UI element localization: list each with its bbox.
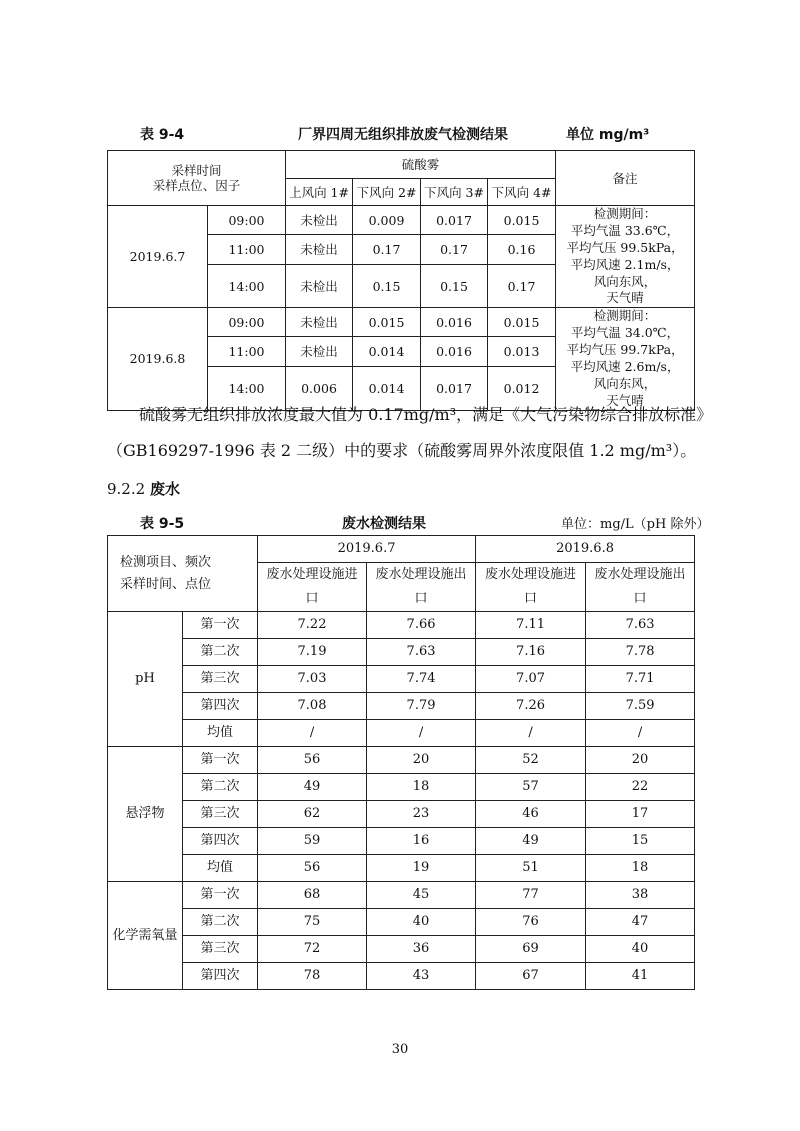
value-cell: 未检出 (286, 265, 353, 308)
weather-note (556, 308, 695, 410)
date-header: 2019.6.7 (258, 536, 476, 563)
table-row (108, 828, 695, 855)
value-cell: 0.017 (421, 367, 488, 410)
item-cell: pH (108, 612, 183, 747)
value-cell: 0.009 (353, 206, 421, 235)
value-cell: 未检出 (286, 235, 353, 265)
value-cell: 18 (367, 774, 476, 801)
table1 (107, 150, 695, 411)
direction-header: 下风向 4# (488, 179, 556, 206)
point-header (476, 563, 586, 612)
freq-cell: 均值 (183, 720, 258, 747)
value-cell: 0.006 (286, 367, 353, 410)
value-cell: 67 (476, 963, 586, 990)
value-cell: 0.017 (421, 206, 488, 235)
point-line: 废水处理设施出 (594, 567, 686, 582)
point-header (586, 563, 695, 612)
value-cell: 7.66 (367, 612, 476, 639)
note-line: 风向东风， (593, 273, 657, 289)
value-cell: 56 (258, 747, 367, 774)
value-cell: 36 (367, 936, 476, 963)
date-cell: 2019.6.7 (108, 206, 208, 308)
table2-title: 废水检测结果 (342, 516, 426, 532)
value-cell: 7.16 (476, 639, 586, 666)
value-cell: 0.015 (488, 308, 556, 337)
value-cell: 20 (367, 747, 476, 774)
value-cell: 7.79 (367, 693, 476, 720)
value-cell: 38 (586, 882, 695, 909)
point-line: 废水处理设施进 (266, 567, 358, 582)
point-line: 口 (633, 591, 647, 606)
value-cell: 51 (476, 855, 586, 882)
freq-cell: 第四次 (183, 693, 258, 720)
table2 (107, 535, 695, 990)
table-row (108, 308, 695, 337)
value-cell: 0.013 (488, 337, 556, 367)
table1-title: 厂界四周无组织排放废气检测结果 (298, 127, 508, 143)
value-cell: 0.015 (488, 206, 556, 235)
value-cell: / (476, 720, 586, 747)
value-cell: 0.012 (488, 367, 556, 410)
value-cell: 20 (586, 747, 695, 774)
value-cell: 0.014 (353, 337, 421, 367)
freq-cell: 第三次 (183, 666, 258, 693)
value-cell: 0.015 (353, 308, 421, 337)
value-cell: / (586, 720, 695, 747)
value-cell: 72 (258, 936, 367, 963)
value-cell: 0.016 (421, 337, 488, 367)
note-line: 检测期间： (593, 206, 657, 221)
freq-cell: 第二次 (183, 774, 258, 801)
table-row (108, 963, 695, 990)
note-line: 天气晴 (606, 392, 644, 408)
corner-line1: 采样时间 (171, 163, 222, 178)
table-row (108, 206, 695, 235)
point-line: 口 (524, 591, 538, 606)
table-row (108, 774, 695, 801)
page-number: 30 (391, 1042, 409, 1057)
value-cell: 7.07 (476, 666, 586, 693)
value-cell: 0.016 (421, 308, 488, 337)
corner-line1: 检测项目、频次 (120, 554, 212, 570)
time-cell: 14:00 (208, 265, 286, 308)
value-cell: 75 (258, 909, 367, 936)
value-cell: 17 (586, 801, 695, 828)
table1-corner-cell (108, 151, 286, 206)
value-cell: 0.17 (488, 265, 556, 308)
point-line: 废水处理设施进 (485, 567, 577, 582)
value-cell: 7.78 (586, 639, 695, 666)
table2-unit: 单位：mg/L（pH 除外） (561, 517, 710, 532)
freq-cell: 第二次 (183, 909, 258, 936)
point-header (367, 563, 476, 612)
value-cell: 78 (258, 963, 367, 990)
value-cell: 7.63 (586, 612, 695, 639)
value-cell: 0.15 (353, 265, 421, 308)
freq-cell: 第一次 (183, 882, 258, 909)
point-line: 口 (414, 591, 428, 606)
weather-note (556, 206, 695, 308)
freq-cell: 第三次 (183, 801, 258, 828)
note-line: 平均气温 34.0℃， (570, 325, 680, 341)
item-cell: 化学需氧量 (108, 882, 183, 990)
value-cell: 56 (258, 855, 367, 882)
time-cell: 11:00 (208, 337, 286, 367)
paragraph-line1: 硫酸雾无组织排放浓度最大值为 0.17mg/m³，满足《大气污染物综合排放标准》 (139, 405, 713, 424)
value-cell: 46 (476, 801, 586, 828)
value-cell: 77 (476, 882, 586, 909)
table-row (108, 612, 695, 639)
section-heading (107, 478, 180, 499)
table-row (108, 693, 695, 720)
value-cell: / (367, 720, 476, 747)
factor-header: 硫酸雾 (286, 151, 556, 179)
value-cell: 0.17 (353, 235, 421, 265)
point-line: 废水处理设施出 (375, 567, 467, 582)
table-row (108, 747, 695, 774)
value-cell: 7.08 (258, 693, 367, 720)
value-cell: 59 (258, 828, 367, 855)
value-cell: 15 (586, 828, 695, 855)
date-cell: 2019.6.8 (108, 308, 208, 410)
result-paragraph (107, 397, 713, 469)
table-row (108, 936, 695, 963)
direction-header: 下风向 3# (421, 179, 488, 206)
value-cell: 0.17 (421, 235, 488, 265)
value-cell: 62 (258, 801, 367, 828)
value-cell: 69 (476, 936, 586, 963)
value-cell: 未检出 (286, 308, 353, 337)
note-line: 天气晴 (606, 290, 644, 306)
freq-cell: 均值 (183, 855, 258, 882)
table1-label: 表 9-4 (140, 127, 185, 143)
table-row (108, 801, 695, 828)
value-cell: 未检出 (286, 206, 353, 235)
time-cell: 09:00 (208, 206, 286, 235)
table-row (108, 639, 695, 666)
note-line: 平均气压 99.7kPa， (566, 342, 684, 357)
value-cell: 未检出 (286, 337, 353, 367)
table2-corner-cell (108, 536, 258, 612)
table-row (108, 720, 695, 747)
value-cell: 7.74 (367, 666, 476, 693)
item-cell: 悬浮物 (108, 747, 183, 882)
value-cell: 0.15 (421, 265, 488, 308)
note-line: 平均风速 2.6m/s， (570, 358, 680, 374)
remark-header: 备注 (556, 151, 695, 206)
time-cell: 11:00 (208, 235, 286, 265)
corner-line2: 采样点位、因子 (152, 178, 241, 193)
value-cell: 7.71 (586, 666, 695, 693)
value-cell: 7.59 (586, 693, 695, 720)
table-row (108, 882, 695, 909)
table1-unit: 单位 mg/m³ (566, 127, 650, 143)
value-cell: 19 (367, 855, 476, 882)
section-title: 废水 (149, 480, 180, 498)
note-line: 检测期间： (593, 308, 657, 324)
corner-line2: 采样时间、点位 (120, 576, 212, 592)
value-cell: 23 (367, 801, 476, 828)
freq-cell: 第二次 (183, 639, 258, 666)
value-cell: 40 (586, 936, 695, 963)
direction-header: 上风向 1# (286, 179, 353, 206)
value-cell: / (258, 720, 367, 747)
value-cell: 76 (476, 909, 586, 936)
value-cell: 7.63 (367, 639, 476, 666)
value-cell: 40 (367, 909, 476, 936)
freq-cell: 第三次 (183, 936, 258, 963)
value-cell: 0.16 (488, 235, 556, 265)
value-cell: 7.22 (258, 612, 367, 639)
time-cell: 14:00 (208, 367, 286, 410)
paragraph-line2: （GB169297-1996 表 2 二级）中的要求（硫酸雾周界外浓度限值 1.2 mg/m³）。 (107, 441, 697, 460)
value-cell: 49 (476, 828, 586, 855)
table2-label: 表 9-5 (140, 516, 185, 532)
section-number: 9.2.2 (107, 480, 146, 498)
value-cell: 16 (367, 828, 476, 855)
table-row (108, 666, 695, 693)
note-line: 风向东风， (593, 375, 657, 391)
freq-cell: 第四次 (183, 828, 258, 855)
value-cell: 47 (586, 909, 695, 936)
point-header (258, 563, 367, 612)
value-cell: 68 (258, 882, 367, 909)
table-row (108, 909, 695, 936)
value-cell: 7.03 (258, 666, 367, 693)
point-line: 口 (305, 591, 319, 606)
value-cell: 57 (476, 774, 586, 801)
value-cell: 22 (586, 774, 695, 801)
value-cell: 7.11 (476, 612, 586, 639)
note-line: 平均气压 99.5kPa， (566, 239, 684, 255)
freq-cell: 第一次 (183, 747, 258, 774)
value-cell: 41 (586, 963, 695, 990)
table-row (108, 855, 695, 882)
time-cell: 09:00 (208, 308, 286, 337)
value-cell: 45 (367, 882, 476, 909)
direction-header: 下风向 2# (353, 179, 421, 206)
value-cell: 43 (367, 963, 476, 990)
value-cell: 52 (476, 747, 586, 774)
value-cell: 7.26 (476, 693, 586, 720)
freq-cell: 第一次 (183, 612, 258, 639)
value-cell: 0.014 (353, 367, 421, 410)
freq-cell: 第四次 (183, 963, 258, 990)
value-cell: 49 (258, 774, 367, 801)
value-cell: 18 (586, 855, 695, 882)
value-cell: 7.19 (258, 639, 367, 666)
note-line: 平均风速 2.1m/s， (570, 256, 680, 272)
date-header: 2019.6.8 (476, 536, 695, 563)
note-line: 平均气温 33.6℃， (570, 222, 680, 238)
